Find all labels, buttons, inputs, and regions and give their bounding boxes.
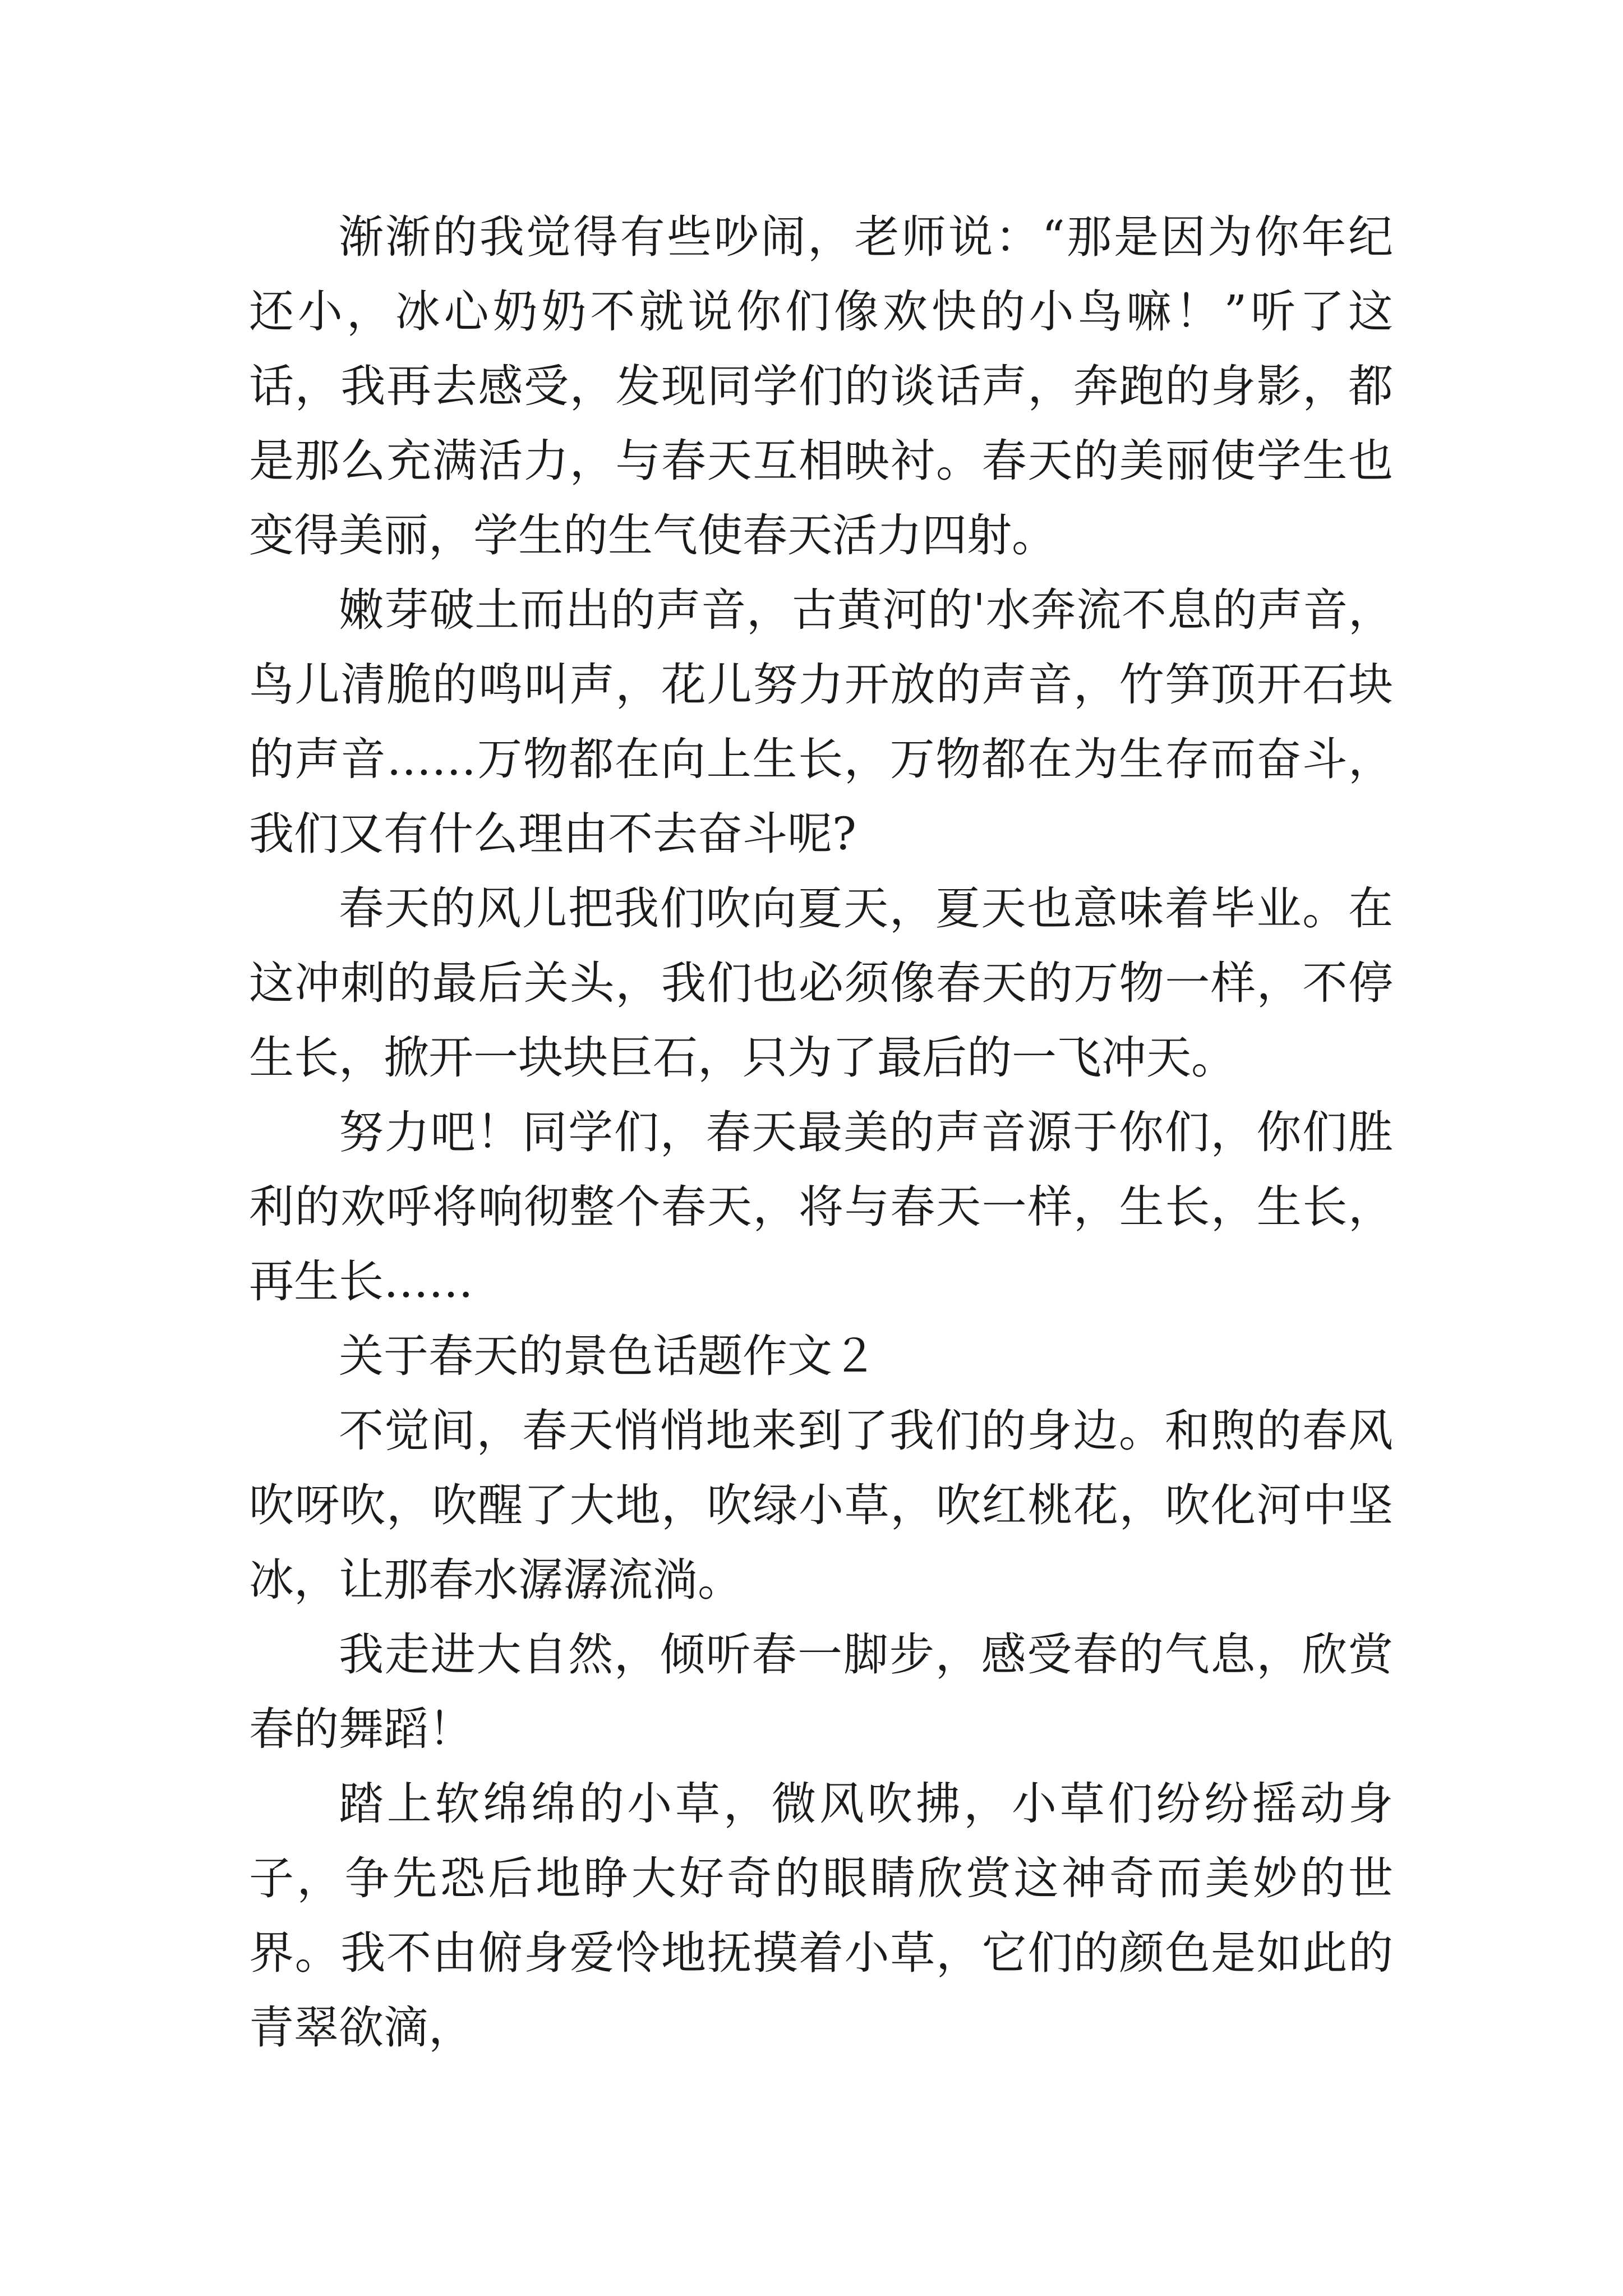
- section-title: 关于春天的景色话题作文２: [339, 1330, 877, 1382]
- article-body: [249, 200, 1393, 2065]
- paragraph-wind-to-summer: 春天的风儿把我们吹向夏天，夏天也意味着毕业。在这冲刺的最后关头，我们也必须像春天的万物一样，不停生长，掀开一块块巨石，只为了最后的一飞冲天。: [249, 882, 1393, 1084]
- paragraph-spring-arrives: 不觉间，春天悄悄地来到了我们的身边。和煦的春风吹呀吹，吹醒了大地，吹绿小草，吹红桃花，吹化河中坚冰，让那春水潺潺流淌。: [249, 1405, 1393, 1606]
- paragraph-noisy-classmates: 渐渐的我觉得有些吵闹，老师说：“那是因为你年纪还小，冰心奶奶不就说你们像欢快的小鸟嘛！”听了这话，我再去感受，发现同学们的谈话声，奔跑的身影，都是那么充满活力，与春天互相映衬。春天的美丽使学生也变得美丽，学生的生气使春天活力四射。: [249, 211, 1393, 562]
- paragraph-soft-grass: 踏上软绵绵的小草，微风吹拂，小草们纷纷摇动身子，争先恐后地睁大好奇的眼睛欣赏这神奇而美妙的世界。我不由俯身爱怜地抚摸着小草，它们的颜色是如此的青翠欲滴，: [249, 1778, 1393, 2054]
- paragraph-keep-striving: 努力吧！同学们，春天最美的声音源于你们，你们胜利的欢呼将响彻整个春天，将与春天一样，生长，生长，再生长……: [249, 1106, 1393, 1308]
- paragraph-into-nature: 我走进大自然，倾听春一脚步，感受春的气息，欣赏春的舞蹈！: [249, 1628, 1393, 1755]
- paragraph-sounds-of-spring: 嫩芽破土而出的声音，古黄河的'水奔流不息的声音，鸟儿清脆的鸣叫声，花儿努力开放的声音，竹笋顶开石块的声音……万物都在向上生长，万物都在为生存而奋斗，我们又有什么理由不去奋斗呢?: [249, 584, 1393, 860]
